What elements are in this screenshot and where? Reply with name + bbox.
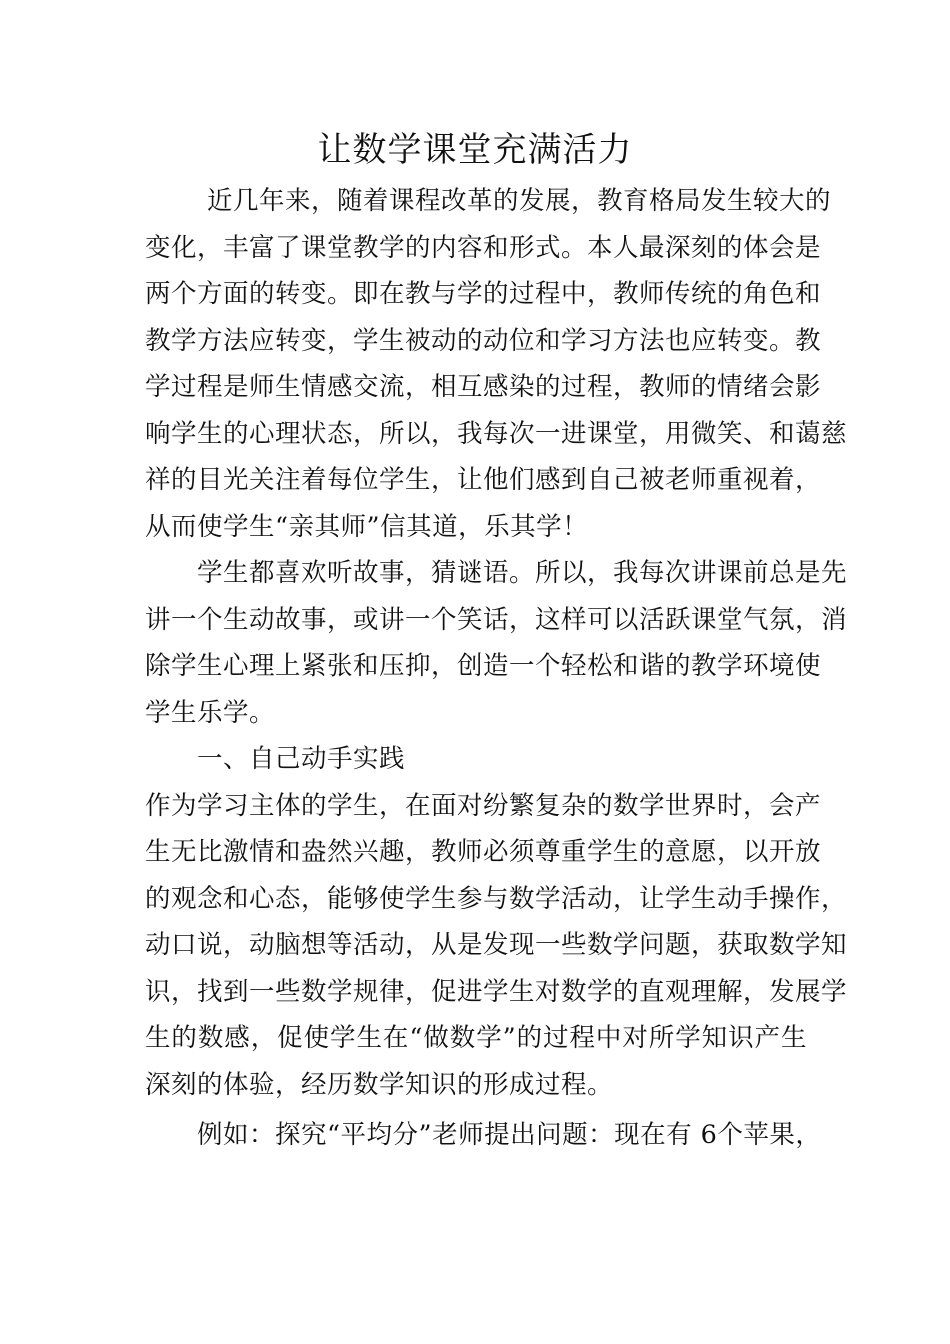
text-line: 生的数感，促使学生在“做数学”的过程中对所学知识产生	[145, 1023, 807, 1053]
text-line: 学生都喜欢听故事，猜谜语。所以，我每次讲课前总是先	[197, 558, 848, 588]
text-line: 除学生心理上紧张和压抑，创造一个轻松和谐的教学环境使	[145, 651, 822, 681]
paragraph-intro	[145, 178, 848, 550]
text-line: 变化，丰富了课堂教学的内容和形式。本人最深刻的体会是	[145, 232, 822, 263]
text-line: 讲一个生动故事，或讲一个笑话，这样可以活跃课堂气氛，消	[145, 604, 848, 635]
text-line: 深刻的体验，经历数学知识的形成过程。	[145, 1069, 614, 1100]
section-heading	[145, 736, 807, 783]
document-title: 让数学课堂充满活力	[317, 130, 633, 170]
text-line: 作为学习主体的学生，在面对纷繁复杂的数学世界时，会产	[145, 790, 822, 821]
text-line: 响学生的心理状态，所以，我每次一进课堂，用微笑、和蔼慈	[145, 418, 848, 449]
paragraph-example	[145, 1112, 822, 1159]
text-line: 学生乐学。	[145, 697, 276, 728]
paragraph-practice	[145, 783, 848, 1109]
text-line: 识，找到一些数学规律，促进学生对数学的直观理解，发展学	[145, 976, 848, 1007]
text-line: 祥的目光关注着每位学生，让他们感到自己被老师重视着，	[145, 465, 822, 495]
text-line: 的观念和心态，能够使学生参与数学活动，让学生动手操作，	[145, 883, 848, 914]
text-line: 学过程是师生情感交流，相互感染的过程，教师的情绪会影	[145, 372, 822, 402]
text-line: 教学方法应转变，学生被动的动位和学习方法也应转变。教	[145, 325, 822, 356]
text-line: 两个方面的转变。即在教与学的过程中，教师传统的角色和	[145, 279, 822, 309]
paragraph-stories	[145, 550, 848, 736]
text-line: 近几年来，随着课程改革的发展，教育格局发生较大的	[207, 186, 832, 216]
text-line: 动口说，动脑想等活动，从是发现一些数学问题，获取数学知	[145, 930, 848, 960]
text-line: 从而使学生“亲其师”信其道，乐其学！	[145, 511, 589, 542]
text-line: 生无比激情和盎然兴趣，教师必须尊重学生的意愿，以开放	[145, 837, 822, 867]
text-line: 例如：探究“平均分”老师提出问题：现在有 6个苹果，	[197, 1120, 822, 1150]
section-heading-text: 一、自己动手实践	[197, 744, 406, 774]
document-body	[145, 178, 848, 1159]
